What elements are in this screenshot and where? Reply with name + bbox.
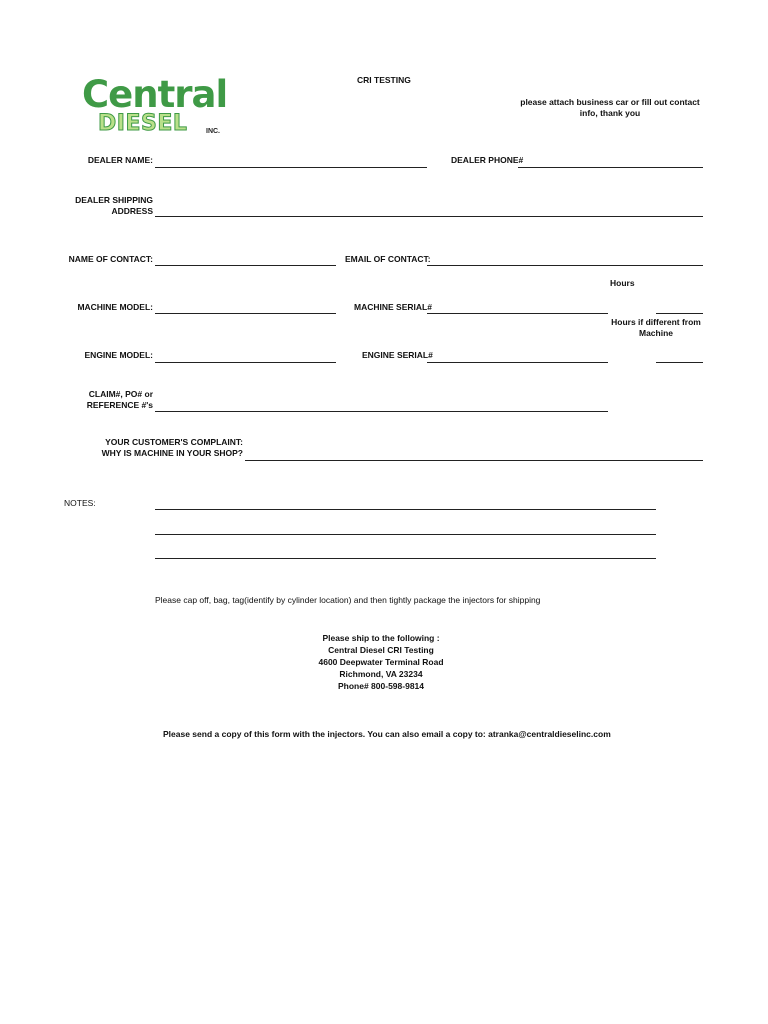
complaint-label-line1: YOUR CUSTOMER'S COMPLAINT: [105, 437, 243, 447]
notes-line-2[interactable] [155, 534, 656, 535]
notes-line-3[interactable] [155, 558, 656, 559]
shipping-label-line1: DEALER SHIPPING [75, 195, 153, 205]
machine-serial-label: MACHINE SERIAL# [354, 302, 432, 312]
claim-label-line1: CLAIM#, PO# or [88, 389, 153, 399]
complaint-label-line2: WHY IS MACHINE IN YOUR SHOP? [101, 448, 243, 458]
machine-model-label: MACHINE MODEL: [77, 302, 153, 312]
dealer-name-label: DEALER NAME: [87, 155, 153, 165]
engine-serial-field[interactable] [427, 362, 608, 363]
hours-diff-label [606, 317, 706, 339]
complaint-field[interactable] [245, 460, 703, 461]
claim-label [87, 389, 153, 411]
dealer-phone-label: DEALER PHONE# [451, 155, 524, 165]
dealer-phone-field[interactable] [518, 167, 703, 168]
email-copy-note: Please send a copy of this form with the injectors. You can also email a copy to: atranka@centraldieselinc.com [163, 729, 611, 739]
engine-model-label: ENGINE MODEL: [84, 350, 153, 360]
ship-street: 4600 Deepwater Terminal Road [318, 657, 444, 667]
engine-serial-label: ENGINE SERIAL# [362, 350, 433, 360]
machine-hours-field[interactable] [656, 313, 703, 314]
notes-label: NOTES: [64, 498, 96, 508]
shipping-address-field[interactable] [155, 216, 703, 217]
contact-name-field[interactable] [155, 265, 336, 266]
contact-email-field[interactable] [427, 265, 703, 266]
engine-model-field[interactable] [155, 362, 336, 363]
packaging-instructions: Please cap off, bag, tag(identify by cylinder location) and then tightly package the injectors for shipping [155, 595, 541, 605]
form-title: CRI TESTING [357, 75, 411, 85]
engine-hours-field[interactable] [656, 362, 703, 363]
hours-label: Hours [610, 278, 635, 288]
dealer-name-field[interactable] [155, 167, 427, 168]
shipping-instructions [260, 632, 502, 692]
ship-heading: Please ship to the following : [322, 633, 440, 643]
company-logo [82, 73, 228, 140]
shipping-label-line2: ADDRESS [111, 206, 153, 216]
attach-note-line2: info, thank you [579, 108, 641, 118]
claim-field[interactable] [155, 411, 608, 412]
claim-label-line2: REFERENCE #'s [86, 400, 153, 410]
logo-word-central: Central [82, 73, 228, 116]
shipping-address-label [75, 195, 153, 217]
ship-city: Richmond, VA 23234 [339, 669, 423, 679]
contact-name-label: NAME OF CONTACT: [68, 254, 153, 264]
hours-diff-line2: Machine [638, 328, 673, 338]
hours-diff-line1: Hours if different from [611, 317, 701, 327]
complaint-label [102, 437, 243, 459]
logo-word-diesel: DIESEL [98, 111, 188, 136]
machine-serial-field[interactable] [427, 313, 608, 314]
logo-inc: INC. [206, 128, 220, 135]
ship-phone: Phone# 800-598-9814 [338, 681, 424, 691]
attach-note-line1: please attach business car or fill out contact [520, 97, 700, 107]
notes-line-1[interactable] [155, 509, 656, 510]
machine-model-field[interactable] [155, 313, 336, 314]
contact-email-label: EMAIL OF CONTACT: [345, 254, 431, 264]
ship-name: Central Diesel CRI Testing [328, 645, 434, 655]
attach-note [500, 97, 720, 119]
